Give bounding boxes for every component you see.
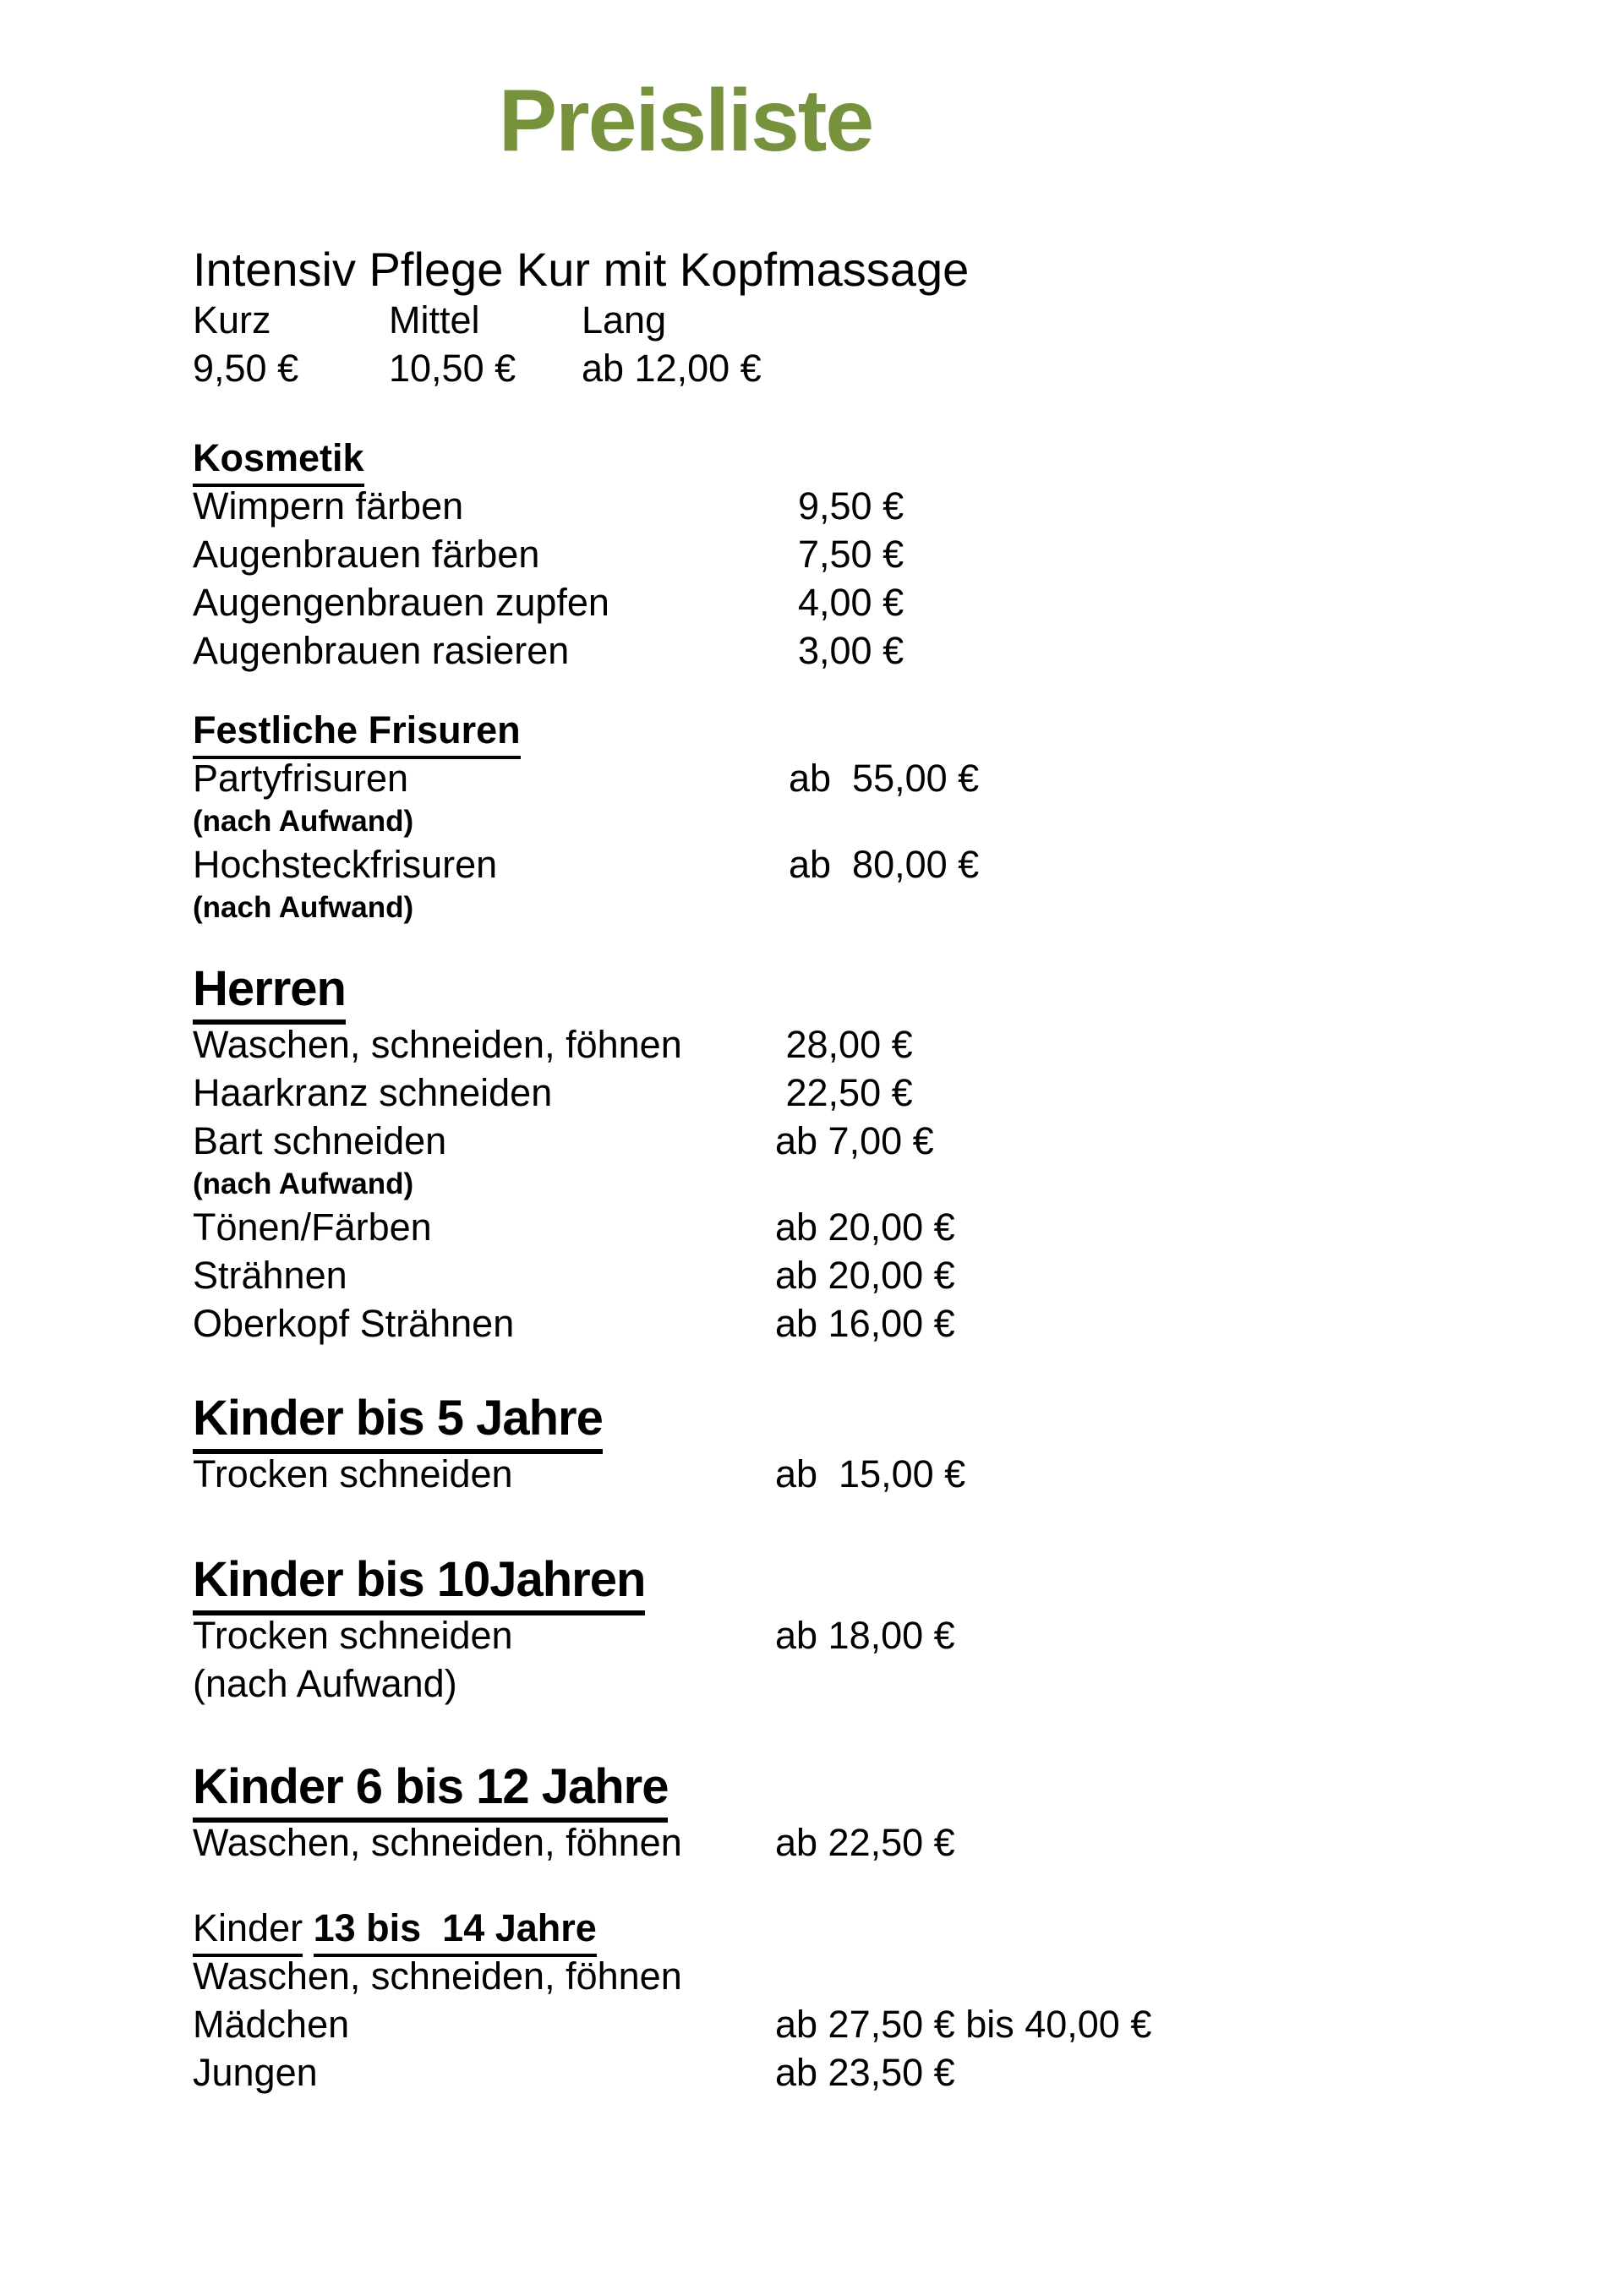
intro-price-mittel: 10,50 € (389, 347, 516, 390)
item-label: Tönen/Färben (193, 1205, 432, 1249)
item-price: ab 22,50 € (775, 1821, 955, 1864)
intro-col-lang: Lang (582, 298, 667, 342)
item-note: (nach Aufwand) (193, 1662, 457, 1705)
section-heading: Kosmetik (193, 434, 1376, 482)
item-label: Augenbrauen färben (193, 533, 540, 576)
section-kinder-bis-5-jahre (193, 1386, 1376, 1498)
page-title: Preisliste (498, 72, 873, 170)
price-row (193, 1450, 1376, 1498)
section-herren (193, 957, 1376, 1348)
item-label: Haarkranz schneiden (193, 1071, 553, 1114)
price-row (193, 1299, 1376, 1348)
item-label: Partyfrisuren (193, 757, 409, 800)
item-label: Strähnen (193, 1254, 347, 1297)
item-price: 7,50 € (798, 533, 904, 576)
item-price: ab 16,00 € (775, 1302, 955, 1345)
intro-col-kurz: Kurz (193, 298, 271, 342)
intro-columns-row (193, 296, 1178, 344)
item-label: Waschen, schneiden, föhnen (193, 1954, 682, 1998)
section-kinder-13-bis-14-jahre (193, 1904, 1376, 2096)
item-label: Jungen (193, 2051, 318, 2094)
section-heading: Kinder bis 5 Jahre (193, 1386, 1376, 1450)
item-note: (nach Aufwand) (193, 805, 414, 838)
item-label: Mädchen (193, 2003, 350, 2046)
price-row (193, 1251, 1376, 1299)
price-row (193, 530, 1376, 578)
price-row (193, 1952, 1376, 2000)
intro-price-lang: ab 12,00 € (582, 347, 762, 390)
price-row (193, 1020, 1376, 1069)
item-label: Hochsteckfrisuren (193, 843, 498, 886)
section-kosmetik (193, 434, 1376, 675)
item-label: Waschen, schneiden, föhnen (193, 1023, 682, 1066)
intro-block (193, 243, 1178, 392)
item-price: ab 23,50 € (775, 2051, 955, 2094)
intro-col-mittel: Mittel (389, 298, 480, 342)
item-label: Bart schneiden (193, 1119, 447, 1162)
item-label: Oberkopf Strähnen (193, 1302, 515, 1345)
price-row (193, 626, 1376, 675)
item-price: ab 7,00 € (775, 1119, 934, 1162)
item-price: ab 18,00 € (775, 1614, 955, 1657)
item-price: ab 80,00 € (789, 843, 980, 886)
price-row (193, 578, 1376, 626)
item-price: ab 20,00 € (775, 1254, 955, 1297)
item-label: Augengenbrauen zupfen (193, 581, 609, 624)
section-heading: Festliche Frisuren (193, 706, 1376, 754)
intro-price-kurz: 9,50 € (193, 347, 299, 390)
item-price: 9,50 € (798, 484, 904, 528)
intro-heading: Intensiv Pflege Kur mit Kopfmassage (193, 243, 970, 296)
price-row (193, 482, 1376, 530)
section-heading: Kinder 6 bis 12 Jahre (193, 1755, 1376, 1818)
section-heading: Kinder 13 bis 14 Jahre (193, 1904, 1376, 1952)
section-kinder-6-bis-12-jahre (193, 1755, 1376, 1867)
price-row (193, 2000, 1376, 2048)
price-row (193, 1203, 1376, 1251)
item-price: ab 55,00 € (789, 757, 980, 800)
item-label: Wimpern färben (193, 484, 464, 528)
item-note: (nach Aufwand) (193, 1167, 414, 1200)
price-row (193, 1818, 1376, 1867)
price-row (193, 2048, 1376, 2096)
item-label: Waschen, schneiden, föhnen (193, 1821, 682, 1864)
price-row (193, 754, 1376, 802)
item-price: 3,00 € (798, 629, 904, 672)
item-label: Augenbrauen rasieren (193, 629, 570, 672)
item-price: 22,50 € (775, 1071, 913, 1114)
section-festliche-frisuren (193, 706, 1376, 927)
item-price: ab 27,50 € bis 40,00 € (775, 2003, 1152, 2046)
item-note: (nach Aufwand) (193, 891, 414, 924)
section-kinder-bis-10-jahren (193, 1548, 1376, 1708)
item-price: 4,00 € (798, 581, 904, 624)
price-row (193, 1611, 1376, 1659)
intro-prices-row (193, 344, 1178, 392)
item-price: ab 20,00 € (775, 1205, 955, 1249)
section-heading: Kinder bis 10Jahren (193, 1548, 1376, 1611)
price-row (193, 1117, 1376, 1165)
section-heading: Herren (193, 957, 1376, 1020)
item-price: 28,00 € (775, 1023, 913, 1066)
price-row (193, 1069, 1376, 1117)
price-row (193, 840, 1376, 888)
item-label: Trocken schneiden (193, 1452, 513, 1495)
item-label: Trocken schneiden (193, 1614, 513, 1657)
item-price: ab 15,00 € (775, 1452, 966, 1495)
